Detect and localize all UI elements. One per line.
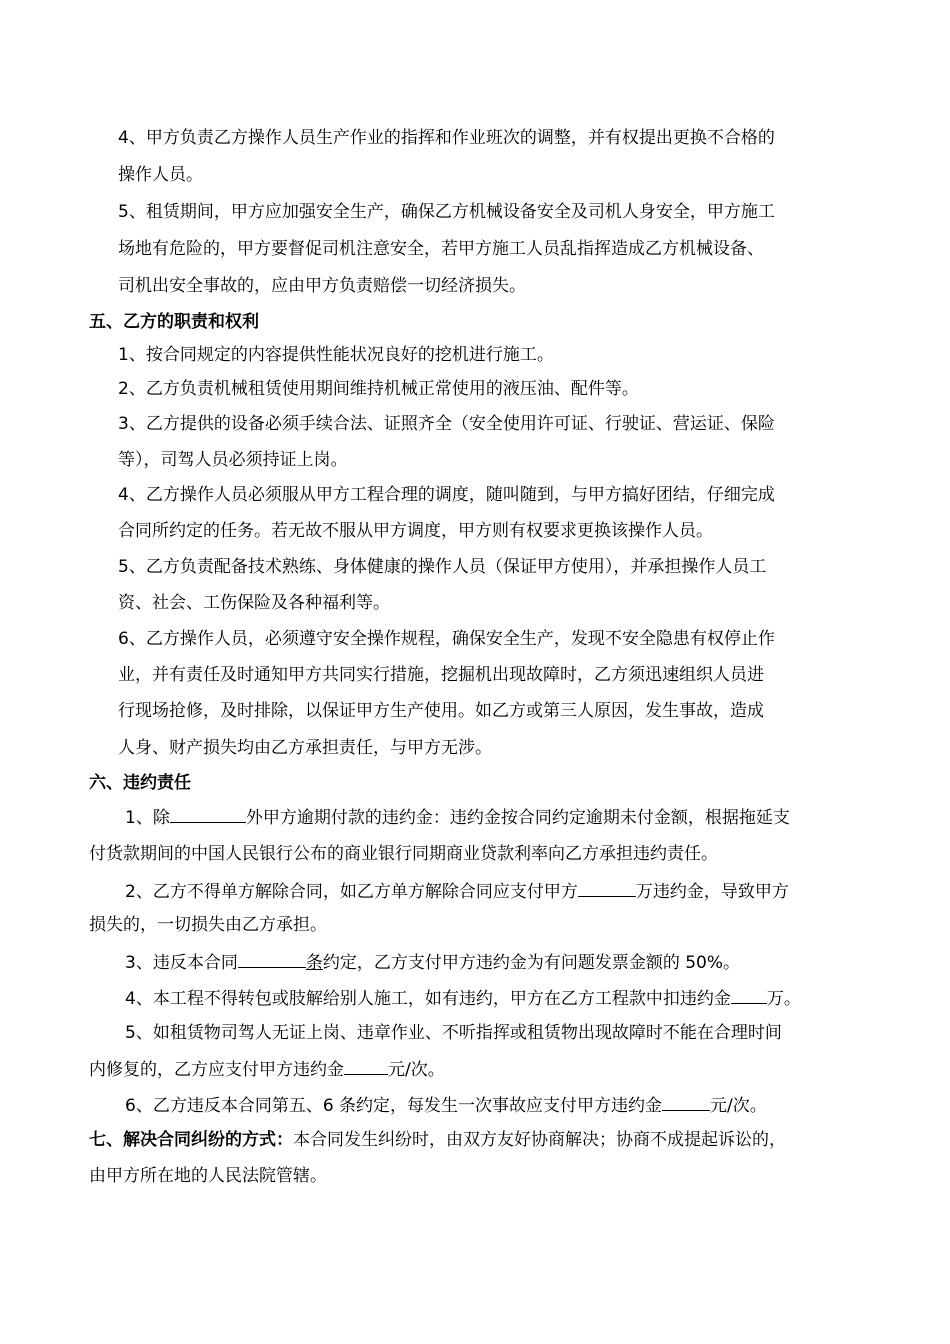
s6-item6-blank <box>662 1094 710 1111</box>
s6-item6-rest: 元/次。 <box>710 1096 767 1116</box>
s6-item4-blank <box>731 987 767 1004</box>
s6-item6 <box>125 1094 767 1116</box>
s4-item5-line2: 场地有危险的，甲方要督促司机注意安全，若甲方施工人员乱指挥造成乙方机械设备、 <box>118 239 764 259</box>
s5-item4-line1: 4、乙方操作人员必须服从甲方工程合理的调度，随叫随到，与甲方搞好团结，仔细完成 <box>118 485 775 505</box>
s5-item3-line1: 3、乙方提供的设备必须手续合法、证照齐全（安全使用许可证、行驶证、营运证、保险 <box>118 414 775 434</box>
s6-item3-underlined: 条 <box>305 953 323 973</box>
s6-item2-line1 <box>125 880 789 902</box>
s6-item2-prefix: 2、乙方不得单方解除合同，如乙方单方解除合同应支付甲方 <box>125 882 578 902</box>
s5-item6-line1: 6、乙方操作人员，必须遵守安全操作规程，确保安全生产，发现不安全隐患有权停止作 <box>118 629 775 649</box>
s5-item2: 2、乙方负责机械租赁使用期间维持机械正常使用的液压油、配件等。 <box>118 379 639 399</box>
s6-item1-prefix: 1、除 <box>125 808 170 828</box>
s5-item6-line2: 业，并有责任及时通知甲方共同实行措施，挖掘机出现故障时，乙方须迅速组织人员进 <box>118 665 764 685</box>
s6-item5-line2 <box>89 1058 445 1080</box>
s6-item3 <box>125 951 740 973</box>
s5-item5-line2: 资、社会、工伤保险及各种福利等。 <box>118 593 390 613</box>
s5-item6-line3: 行现场抢修，及时排除，以保证甲方生产使用。如乙方或第三人原因，发生事故，造成 <box>118 701 764 721</box>
s6-item5-rest: 元/次。 <box>388 1060 445 1080</box>
section7-line1 <box>89 1129 786 1151</box>
s4-item4-line2: 操作人员。 <box>118 165 203 185</box>
s5-item4-line2: 合同所约定的任务。若无故不服从甲方调度，甲方则有权要求更换该操作人员。 <box>118 521 713 541</box>
s6-item5-blank <box>344 1058 388 1075</box>
s6-item3-blank <box>238 951 306 968</box>
s6-item4 <box>125 987 801 1009</box>
s6-item3-rest: 约定，乙方支付甲方违约金为有问题发票金额的 50%。 <box>322 953 741 973</box>
s6-item5-line1: 5、如租赁物司驾人无证上岗、违章作业、不听指挥或租赁物出现故障时不能在合理时间 <box>125 1023 782 1043</box>
section7-text-line1: 本合同发生纠纷时，由双方友好协商解决；协商不成提起诉讼的， <box>293 1130 786 1150</box>
s4-item5-line1: 5、租赁期间，甲方应加强安全生产，确保乙方机械设备安全及司机人身安全，甲方施工 <box>118 202 775 222</box>
s5-item5-line1: 5、乙方负责配备技术熟练、身体健康的操作人员（保证甲方使用），并承担操作人员工 <box>118 557 767 577</box>
s6-item1-line1 <box>125 806 790 828</box>
section7-text-line2: 由甲方所在地的人民法院管辖。 <box>89 1166 327 1186</box>
s6-item6-prefix: 6、乙方违反本合同第五、6 条约定，每发生一次事故应支付甲方违约金 <box>125 1096 663 1116</box>
s6-item5-prefix: 内修复的，乙方应支付甲方违约金 <box>89 1060 344 1080</box>
s6-item2-blank <box>578 880 636 897</box>
section5-heading: 五、乙方的职责和权利 <box>89 312 259 332</box>
section6-heading: 六、违约责任 <box>89 773 191 793</box>
s6-item2-rest: 万违约金，导致甲方 <box>635 882 789 902</box>
section7-heading: 七、解决合同纠纷的方式： <box>89 1130 293 1150</box>
s6-item4-rest: 万。 <box>766 989 801 1009</box>
s5-item3-line2: 等），司驾人员必须持证上岗。 <box>118 450 348 470</box>
s6-item1-blank <box>170 806 246 823</box>
s5-item1: 1、按合同规定的内容提供性能状况良好的挖机进行施工。 <box>118 345 554 365</box>
s6-item2-line2: 损失的，一切损失由乙方承担。 <box>89 915 327 935</box>
s5-item6-line4: 人身、财产损失均由乙方承担责任，与甲方无涉。 <box>118 738 492 758</box>
s6-item1-rest: 外甲方逾期付款的违约金：违约金按合同约定逾期未付金额，根据拖延支 <box>245 808 790 828</box>
s4-item4-line1: 4、甲方负责乙方操作人员生产作业的指挥和作业班次的调整，并有权提出更换不合格的 <box>118 128 775 148</box>
s6-item4-prefix: 4、本工程不得转包或肢解给别人施工，如有违约，甲方在乙方工程款中扣违约金 <box>125 989 731 1009</box>
s4-item5-line3: 司机出安全事故的，应由甲方负责赔偿一切经济损失。 <box>118 276 526 296</box>
s6-item3-prefix: 3、违反本合同 <box>125 953 238 973</box>
s6-item1-line2: 付货款期间的中国人民银行公布的商业银行同期商业贷款利率向乙方承担违约责任。 <box>89 844 718 864</box>
